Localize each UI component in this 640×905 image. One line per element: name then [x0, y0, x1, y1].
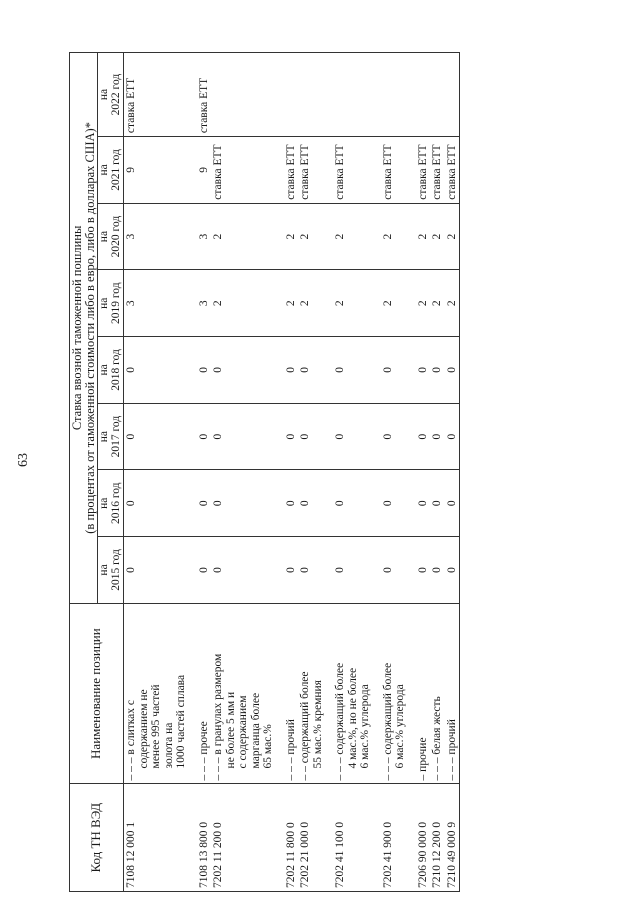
rate-cell-year-3: 0	[430, 337, 445, 404]
spacer-cell	[408, 337, 416, 404]
row-name	[284, 603, 299, 784]
spacer-cell	[276, 403, 284, 470]
rate-cell-year-5: 3	[197, 203, 212, 270]
rate-cell-year-6: 9	[197, 137, 212, 204]
spacer-cell	[325, 337, 333, 404]
spacer-cell	[373, 337, 381, 404]
rate-cell-year-3: 0	[211, 337, 276, 404]
table-row	[416, 53, 431, 892]
rate-cell-year-6: ставка ЕТТ	[333, 137, 373, 204]
rate-cell-year-4: 2	[333, 270, 373, 337]
row-code: 7202 11 200 0	[211, 784, 276, 892]
rate-cell-year-1: 0	[284, 470, 299, 537]
spacer-cell	[325, 603, 333, 784]
spacer-cell	[189, 337, 197, 404]
spacer-cell	[408, 784, 416, 892]
row-name-line: с содержанием	[237, 695, 249, 769]
header-year-prefix: на	[98, 497, 110, 509]
row-code: 7202 21 000 0	[298, 784, 325, 892]
row-name-line: 4 мас.%, но не более	[346, 667, 359, 769]
spacer-cell	[408, 537, 416, 604]
rate-cell-year-1: 0	[211, 470, 276, 537]
header-year-label: 2022 год	[109, 73, 122, 116]
spacer-cell	[189, 470, 197, 537]
row-spacer	[189, 53, 197, 892]
rate-cell-year-3: 0	[445, 337, 460, 404]
header-year-4	[98, 270, 124, 337]
row-name-line: 6 мас.% углерода	[359, 684, 371, 769]
spacer-cell	[189, 270, 197, 337]
spacer-cell	[325, 470, 333, 537]
spacer-cell	[373, 784, 381, 892]
rate-cell-year-7: ставка ЕТТ	[124, 53, 189, 137]
spacer-cell	[276, 470, 284, 537]
header-year-label: 2018 год	[109, 349, 122, 391]
row-code: 7206 90 000 0	[416, 784, 431, 892]
header-year-prefix: на	[98, 430, 110, 443]
rate-cell-year-4: 3	[124, 270, 189, 337]
rate-cell-year-5: 2	[430, 203, 445, 270]
rate-cell-year-7: ставка ЕТТ	[197, 53, 212, 137]
rate-cell-year-1: 0	[416, 470, 431, 537]
spacer-cell	[373, 403, 381, 470]
spacer-cell	[408, 603, 416, 784]
row-name-line: 65 мас.%	[262, 724, 274, 769]
rate-cell-year-7	[333, 53, 373, 137]
table-row	[197, 53, 212, 892]
table-body	[124, 53, 460, 892]
header-year-3	[98, 337, 124, 404]
tariff-table	[69, 52, 460, 892]
rate-cell-year-2: 0	[381, 403, 408, 470]
rate-cell-year-6: ставка ЕТТ	[381, 137, 408, 204]
table-row	[211, 53, 276, 892]
header-year-prefix: на	[98, 88, 110, 101]
rate-cell-year-4: 2	[381, 270, 408, 337]
rate-cell-year-4: 2	[298, 270, 325, 337]
header-year-label: 2019 год	[109, 282, 122, 325]
spacer-cell	[325, 53, 333, 137]
row-name	[430, 603, 445, 784]
rate-cell-year-4: 2	[284, 270, 299, 337]
rotated-page-content	[69, 52, 534, 892]
rate-cell-year-3: 0	[298, 337, 325, 404]
rate-cell-year-6: ставка ЕТТ	[284, 137, 299, 204]
spacer-cell	[373, 270, 381, 337]
row-name-line: менее 995 частей	[150, 684, 162, 769]
rate-cell-year-2: 0	[430, 403, 445, 470]
row-spacer	[325, 53, 333, 892]
rate-cell-year-0: 0	[284, 537, 299, 604]
row-name	[124, 603, 189, 784]
header-year-label: 2020 год	[109, 215, 122, 258]
spacer-cell	[276, 537, 284, 604]
rate-cell-year-1: 0	[124, 470, 189, 537]
row-name-line: – – – в слитках с	[125, 700, 137, 781]
page-number: 63	[16, 453, 31, 467]
spacer-cell	[373, 203, 381, 270]
rate-cell-year-7	[445, 53, 460, 137]
rate-cell-year-3: 0	[333, 337, 373, 404]
rate-cell-year-2: 0	[416, 403, 431, 470]
spacer-cell	[276, 137, 284, 204]
rate-cell-year-3: 0	[124, 337, 189, 404]
row-code: 7108 12 000 1	[124, 784, 189, 892]
header-year-6	[98, 137, 124, 204]
row-name-line: – – – прочее	[197, 721, 210, 781]
rate-cell-year-3: 0	[197, 337, 212, 404]
spacer-cell	[325, 403, 333, 470]
row-spacer	[276, 53, 284, 892]
row-name-line: – – – в гранулах размером	[212, 653, 224, 781]
spacer-cell	[189, 53, 197, 137]
table-row	[124, 53, 189, 892]
header-rate-title: Ставка ввозной таможенной пошлины	[70, 225, 84, 431]
spacer-cell	[408, 470, 416, 537]
rate-cell-year-6: 9	[124, 137, 189, 204]
rate-cell-year-7	[298, 53, 325, 137]
rate-cell-year-7	[430, 53, 445, 137]
row-name	[381, 603, 408, 784]
spacer-cell	[373, 470, 381, 537]
row-code: 7202 11 800 0	[284, 784, 299, 892]
rate-cell-year-0: 0	[416, 537, 431, 604]
spacer-cell	[276, 270, 284, 337]
table-row	[284, 53, 299, 892]
row-name-line: – – – белая жесть	[431, 696, 443, 781]
rate-cell-year-5: 2	[333, 203, 373, 270]
rate-cell-year-0: 0	[381, 537, 408, 604]
header-year-label: 2017 год	[109, 415, 122, 458]
rate-cell-year-5: 2	[381, 203, 408, 270]
rate-cell-year-6: ставка ЕТТ	[211, 137, 276, 204]
rate-cell-year-0: 0	[211, 537, 276, 604]
row-name-line: – прочие	[416, 737, 429, 781]
rate-cell-year-0: 0	[124, 537, 189, 604]
rate-cell-year-0: 0	[333, 537, 373, 604]
rate-cell-year-2: 0	[197, 403, 212, 470]
row-name	[333, 603, 373, 784]
rate-cell-year-4: 2	[416, 270, 431, 337]
rate-cell-year-5: 3	[124, 203, 189, 270]
rate-cell-year-6: ставка ЕТТ	[416, 137, 431, 204]
spacer-cell	[276, 784, 284, 892]
rate-cell-year-5: 2	[445, 203, 460, 270]
rate-cell-year-5: 2	[416, 203, 431, 270]
rate-cell-year-0: 0	[298, 537, 325, 604]
rate-cell-year-7	[416, 53, 431, 137]
spacer-cell	[373, 53, 381, 137]
table-row	[333, 53, 373, 892]
row-name	[197, 603, 212, 784]
row-name	[445, 603, 460, 784]
table-row	[430, 53, 445, 892]
header-rate-subtitle: (в процентах от таможенной стоимости либо в евро, либо в долларах США)*	[82, 122, 97, 534]
rate-cell-year-4: 2	[430, 270, 445, 337]
rate-cell-year-2: 0	[211, 403, 276, 470]
spacer-cell	[276, 337, 284, 404]
spacer-cell	[408, 203, 416, 270]
header-year-1	[98, 470, 124, 537]
rate-cell-year-6: ставка ЕТТ	[445, 137, 460, 204]
rate-cell-year-2: 0	[284, 403, 299, 470]
header-year-7	[98, 53, 124, 137]
header-year-2	[98, 403, 124, 470]
rate-cell-year-1: 0	[197, 470, 212, 537]
row-code: 7202 41 900 0	[381, 784, 408, 892]
spacer-cell	[408, 137, 416, 204]
table-row	[445, 53, 460, 892]
header-year-label: 2015 год	[109, 549, 122, 591]
row-name-line: – – – содержащий более	[381, 662, 394, 781]
rate-cell-year-6: ставка ЕТТ	[430, 137, 445, 204]
spacer-cell	[189, 203, 197, 270]
table-row	[298, 53, 325, 892]
table-row	[381, 53, 408, 892]
row-name-line: – – – содержащий более	[334, 662, 346, 781]
spacer-cell	[325, 270, 333, 337]
rate-cell-year-2: 0	[124, 403, 189, 470]
spacer-cell	[189, 137, 197, 204]
header-rate-group	[70, 53, 98, 604]
spacer-cell	[276, 603, 284, 784]
rate-cell-year-2: 0	[333, 403, 373, 470]
spacer-cell	[189, 784, 197, 892]
rate-cell-year-5: 2	[284, 203, 299, 270]
row-name-line: – – – прочий	[284, 719, 297, 781]
spacer-cell	[325, 784, 333, 892]
row-code: 7108 13 800 0	[197, 784, 212, 892]
spacer-cell	[373, 137, 381, 204]
spacer-cell	[189, 403, 197, 470]
rate-cell-year-1: 0	[381, 470, 408, 537]
header-name: Наименование позиции	[70, 603, 124, 784]
row-name-line: 55 мас.% кремния	[311, 680, 324, 769]
rate-cell-year-1: 0	[333, 470, 373, 537]
spacer-cell	[373, 603, 381, 784]
rate-cell-year-4: 2	[211, 270, 276, 337]
spacer-cell	[276, 203, 284, 270]
row-name-line: не более 5 мм и	[224, 691, 237, 769]
table-header	[70, 53, 124, 892]
row-spacer	[373, 53, 381, 892]
row-name-line: – – – прочий	[445, 719, 458, 781]
spacer-cell	[189, 537, 197, 604]
rate-cell-year-1: 0	[430, 470, 445, 537]
rate-cell-year-7	[381, 53, 408, 137]
row-name-line: 1000 частей сплава	[175, 674, 187, 769]
rate-cell-year-0: 0	[430, 537, 445, 604]
rate-cell-year-0: 0	[197, 537, 212, 604]
row-name	[416, 603, 431, 784]
rate-cell-year-7	[284, 53, 299, 137]
row-spacer	[408, 53, 416, 892]
row-name-line: содержанием не	[137, 689, 150, 769]
rate-cell-year-4: 3	[197, 270, 212, 337]
row-name-line: – – содержащий более	[299, 671, 311, 781]
rate-cell-year-7	[211, 53, 276, 137]
row-code: 7210 49 000 9	[445, 784, 460, 892]
spacer-cell	[373, 537, 381, 604]
rate-cell-year-2: 0	[298, 403, 325, 470]
header-year-prefix: на	[98, 297, 110, 309]
row-name	[211, 603, 276, 784]
spacer-cell	[325, 537, 333, 604]
header-year-0	[98, 537, 124, 604]
header-year-5	[98, 203, 124, 270]
header-year-prefix: на	[98, 230, 110, 243]
row-name	[298, 603, 325, 784]
spacer-cell	[408, 403, 416, 470]
rate-cell-year-2: 0	[445, 403, 460, 470]
spacer-cell	[408, 53, 416, 137]
spacer-cell	[408, 270, 416, 337]
rate-cell-year-3: 0	[416, 337, 431, 404]
row-code: 7210 12 200 0	[430, 784, 445, 892]
rate-cell-year-5: 2	[298, 203, 325, 270]
rate-cell-year-6: ставка ЕТТ	[298, 137, 325, 204]
header-year-prefix: на	[98, 164, 110, 176]
rate-cell-year-1: 0	[445, 470, 460, 537]
spacer-cell	[325, 137, 333, 204]
rate-cell-year-3: 0	[381, 337, 408, 404]
rate-cell-year-5: 2	[211, 203, 276, 270]
spacer-cell	[189, 603, 197, 784]
header-code: Код ТН ВЭД	[70, 784, 124, 892]
rate-cell-year-4: 2	[445, 270, 460, 337]
rate-cell-year-3: 0	[284, 337, 299, 404]
header-year-prefix: на	[98, 364, 110, 376]
header-year-label: 2016 год	[109, 482, 122, 525]
row-name-line: марганца более	[249, 692, 262, 769]
row-code: 7202 41 100 0	[333, 784, 373, 892]
header-year-label: 2021 год	[109, 149, 122, 191]
row-name-line: золота на	[162, 722, 175, 769]
header-year-prefix: на	[98, 564, 110, 576]
rate-cell-year-0: 0	[445, 537, 460, 604]
spacer-cell	[276, 53, 284, 137]
spacer-cell	[325, 203, 333, 270]
rate-cell-year-1: 0	[298, 470, 325, 537]
row-name-line: 6 мас.% углерода	[394, 684, 406, 769]
